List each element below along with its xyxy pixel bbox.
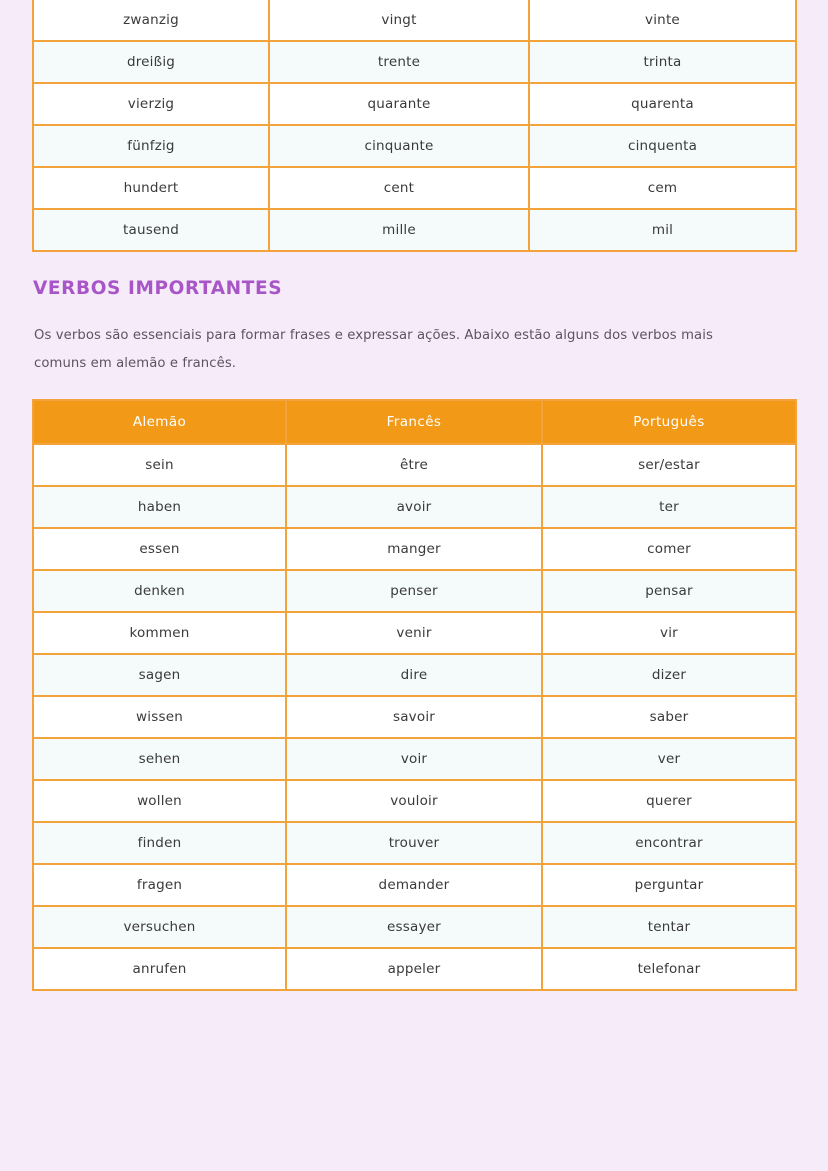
verbs-table-header-3: Português [542, 400, 796, 444]
table-row [33, 612, 796, 654]
table-row [33, 906, 796, 948]
table-row [33, 486, 796, 528]
table-row [33, 822, 796, 864]
verbs-table-cell-col1: denken [33, 570, 286, 612]
numbers-table-cell-col3: cem [529, 167, 796, 209]
numbers-table-cell-col2: cent [269, 167, 529, 209]
verbs-table [32, 399, 797, 991]
verbs-table-cell-col2: être [286, 444, 542, 486]
verbs-table-cell-col3: ser/estar [542, 444, 796, 486]
verbs-table-cell-col1: essen [33, 528, 286, 570]
table-row [33, 83, 796, 125]
numbers-table-body [33, 0, 796, 251]
verbs-table-cell-col2: savoir [286, 696, 542, 738]
verbs-table-cell-col2: demander [286, 864, 542, 906]
table-row [33, 167, 796, 209]
numbers-table-cell-col2: vingt [269, 0, 529, 41]
verbs-table-cell-col3: ter [542, 486, 796, 528]
verbs-table-cell-col3: saber [542, 696, 796, 738]
verbs-table-cell-col2: venir [286, 612, 542, 654]
intro-paragraph: Os verbos são essenciais para formar frases e expressar ações. Abaixo estão alguns dos verbos mais comuns em alemão e francês. [34, 328, 713, 371]
verbs-table-cell-col2: penser [286, 570, 542, 612]
numbers-table-cell-col3: cinquenta [529, 125, 796, 167]
page-title: VERBOS IMPORTANTES [33, 278, 283, 299]
verbs-table-cell-col2: appeler [286, 948, 542, 990]
table-header-row [33, 400, 796, 444]
table-row [33, 444, 796, 486]
verbs-table-cell-col3: encontrar [542, 822, 796, 864]
table-row [33, 654, 796, 696]
verbs-table-cell-col1: kommen [33, 612, 286, 654]
verbs-table-cell-col1: anrufen [33, 948, 286, 990]
table-row [33, 528, 796, 570]
verbs-table-head [33, 400, 796, 444]
numbers-table-cell-col2: trente [269, 41, 529, 83]
numbers-table-cell-col3: quarenta [529, 83, 796, 125]
numbers-table-cell-col1: hundert [33, 167, 269, 209]
table-row [33, 41, 796, 83]
verbs-table-cell-col3: querer [542, 780, 796, 822]
verbs-table-cell-col1: sein [33, 444, 286, 486]
numbers-table [32, 0, 797, 252]
numbers-table-cell-col1: tausend [33, 209, 269, 251]
verbs-table-cell-col2: dire [286, 654, 542, 696]
verbs-table-cell-col2: trouver [286, 822, 542, 864]
verbs-table-cell-col3: telefonar [542, 948, 796, 990]
numbers-table-cell-col1: fünfzig [33, 125, 269, 167]
verbs-table-cell-col2: voir [286, 738, 542, 780]
table-row [33, 570, 796, 612]
verbs-table-cell-col1: sagen [33, 654, 286, 696]
verbs-table-cell-col1: sehen [33, 738, 286, 780]
table-row [33, 0, 796, 41]
verbs-table-cell-col3: tentar [542, 906, 796, 948]
verbs-table-cell-col3: comer [542, 528, 796, 570]
verbs-table-cell-col3: pensar [542, 570, 796, 612]
verbs-table-cell-col3: vir [542, 612, 796, 654]
numbers-table-cell-col1: zwanzig [33, 0, 269, 41]
table-row [33, 780, 796, 822]
verbs-table-cell-col1: finden [33, 822, 286, 864]
table-row [33, 696, 796, 738]
verbs-table-cell-col1: fragen [33, 864, 286, 906]
verbs-table-cell-col3: perguntar [542, 864, 796, 906]
verbs-table-cell-col2: avoir [286, 486, 542, 528]
numbers-table-cell-col3: vinte [529, 0, 796, 41]
numbers-table-cell-col1: vierzig [33, 83, 269, 125]
verbs-table-header-1: Alemão [33, 400, 286, 444]
verbs-table-cell-col1: wollen [33, 780, 286, 822]
numbers-table-cell-col1: dreißig [33, 41, 269, 83]
numbers-table-cell-col3: mil [529, 209, 796, 251]
verbs-table-body [33, 444, 796, 990]
verbs-table-cell-col2: manger [286, 528, 542, 570]
numbers-table-cell-col3: trinta [529, 41, 796, 83]
numbers-table-cell-col2: cinquante [269, 125, 529, 167]
numbers-table-cell-col2: quarante [269, 83, 529, 125]
table-row [33, 209, 796, 251]
verbs-table-cell-col2: vouloir [286, 780, 542, 822]
verbs-table-cell-col3: ver [542, 738, 796, 780]
table-row [33, 948, 796, 990]
table-row [33, 864, 796, 906]
table-row [33, 125, 796, 167]
verbs-table-cell-col1: versuchen [33, 906, 286, 948]
verbs-table-cell-col2: essayer [286, 906, 542, 948]
numbers-table-cell-col2: mille [269, 209, 529, 251]
verbs-table-cell-col1: haben [33, 486, 286, 528]
verbs-table-cell-col1: wissen [33, 696, 286, 738]
table-row [33, 738, 796, 780]
verbs-table-header-2: Francês [286, 400, 542, 444]
verbs-table-cell-col3: dizer [542, 654, 796, 696]
